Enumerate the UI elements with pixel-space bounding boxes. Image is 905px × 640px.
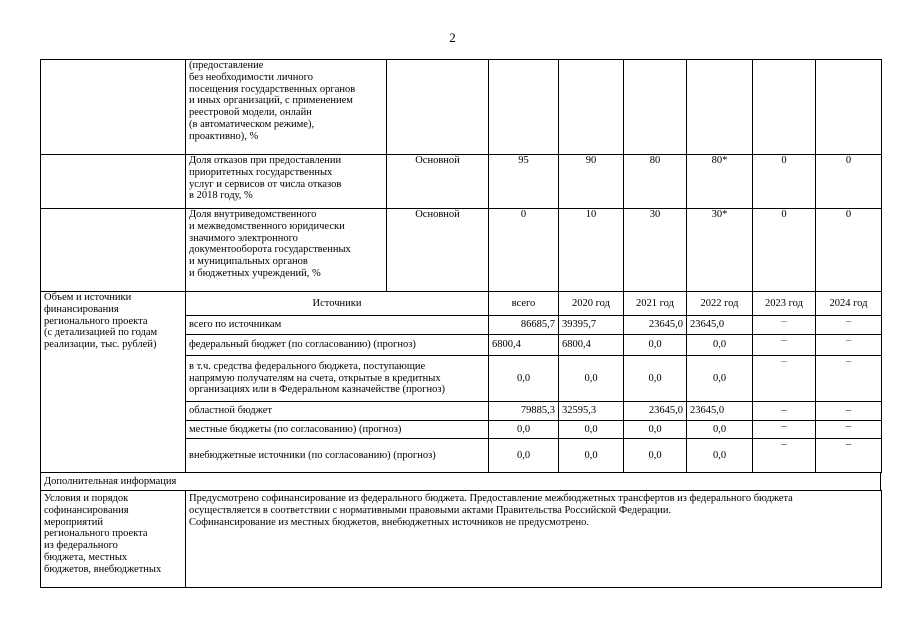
indicators-table (40, 59, 882, 292)
funding-2022: 0,0 (687, 356, 753, 402)
conditions-text: Предусмотрено софинансирование из федерального бюджета. Предоставление межбюджетных трансфертов из федерального бюджета осуществляется в соответствии с нормативными правовыми актами Правительства Российской Федерации. Софинансирование из местных бюджетов, внебюджетных источников не предусмотрено. (186, 491, 882, 588)
funding-2021: 23645,0 (624, 316, 687, 335)
funding-total: 6800,4 (489, 335, 559, 356)
funding-2020: 0,0 (559, 439, 624, 473)
funding-2022: 23645,0 (687, 402, 753, 421)
header-2020: 2020 год (559, 292, 624, 316)
header-2023: 2023 год (753, 292, 816, 316)
indicator-row (41, 155, 882, 209)
blank-cell (41, 155, 186, 209)
page-number: 2 (449, 30, 456, 45)
indicator-base: 95 (489, 155, 559, 209)
indicator-2024 (816, 60, 882, 155)
funding-2020: 0,0 (559, 356, 624, 402)
indicator-type: Основной (387, 209, 489, 292)
funding-total: 0,0 (489, 439, 559, 473)
funding-2021: 0,0 (624, 421, 687, 439)
conditions-table (40, 490, 882, 588)
additional-heading-table (40, 472, 881, 491)
indicator-name: Доля внутриведомственного и межведомственного юридически значимого электронного документооборота государственных и муниципальных органов и бюджетных учреждений, % (186, 209, 387, 292)
funding-header-row (41, 292, 882, 316)
funding-2023: – (753, 402, 816, 421)
header-2021: 2021 год (624, 292, 687, 316)
indicator-2022 (687, 60, 753, 155)
funding-2020: 6800,4 (559, 335, 624, 356)
funding-2023: – (753, 356, 816, 402)
indicator-2023 (753, 60, 816, 155)
funding-2023: – (753, 421, 816, 439)
indicator-row (41, 209, 882, 292)
indicator-base (489, 60, 559, 155)
funding-table (40, 291, 882, 473)
indicator-2021: 30 (624, 209, 687, 292)
funding-source: местные бюджеты (по согласованию) (прогноз) (186, 421, 489, 439)
indicator-2021 (624, 60, 687, 155)
indicator-2022: 30* (687, 209, 753, 292)
header-2024: 2024 год (816, 292, 882, 316)
funding-source: областной бюджет (186, 402, 489, 421)
funding-2020: 39395,7 (559, 316, 624, 335)
indicator-type: Основной (387, 155, 489, 209)
additional-heading: Дополнительная информация (41, 473, 881, 491)
header-2022: 2022 год (687, 292, 753, 316)
header-sources: Источники (186, 292, 489, 316)
funding-2020: 32595,3 (559, 402, 624, 421)
indicator-2024: 0 (816, 209, 882, 292)
funding-2024: – (816, 356, 882, 402)
indicator-2024: 0 (816, 155, 882, 209)
funding-2021: 0,0 (624, 356, 687, 402)
funding-total: 0,0 (489, 421, 559, 439)
funding-2022: 0,0 (687, 421, 753, 439)
indicator-2020: 90 (559, 155, 624, 209)
conditions-label: Условия и порядок софинансирования мероприятий регионального проекта из федерального бюджета, местных бюджетов, внебюджетных (41, 491, 186, 588)
indicator-name: Доля отказов при предоставлении приоритетных государственных услуг и сервисов от числа отказов в 2018 году, % (186, 155, 387, 209)
funding-2023: – (753, 439, 816, 473)
blank-cell (41, 209, 186, 292)
blank-cell (41, 60, 186, 155)
funding-total: 86685,7 (489, 316, 559, 335)
funding-2023: – (753, 335, 816, 356)
funding-2022: 23645,0 (687, 316, 753, 335)
funding-source: федеральный бюджет (по согласованию) (прогноз) (186, 335, 489, 356)
indicator-type (387, 60, 489, 155)
funding-2024: – (816, 439, 882, 473)
funding-source: в т.ч. средства федерального бюджета, поступающие напрямую получателям на счета, открытые в кредитных организациях или в Федеральном казначействе (прогноз) (186, 356, 489, 402)
indicator-2020 (559, 60, 624, 155)
funding-2021: 0,0 (624, 439, 687, 473)
indicator-2023: 0 (753, 155, 816, 209)
funding-total: 0,0 (489, 356, 559, 402)
funding-2023: – (753, 316, 816, 335)
funding-2024: – (816, 402, 882, 421)
funding-2024: – (816, 335, 882, 356)
funding-2024: – (816, 421, 882, 439)
indicator-2020: 10 (559, 209, 624, 292)
funding-2020: 0,0 (559, 421, 624, 439)
indicator-base: 0 (489, 209, 559, 292)
funding-2021: 0,0 (624, 335, 687, 356)
indicator-name: (предоставление без необходимости личного посещения государственных органов и иных организаций, с применением реестровой модели, онлайн (в автоматическом режиме), проактивно), % (186, 60, 387, 155)
indicator-2023: 0 (753, 209, 816, 292)
funding-source: внебюджетные источники (по согласованию) (прогноз) (186, 439, 489, 473)
header-total: всего (489, 292, 559, 316)
funding-2024: – (816, 316, 882, 335)
indicator-row (41, 60, 882, 155)
funding-total: 79885,3 (489, 402, 559, 421)
funding-section-label: Объем и источники финансирования регионального проекта (с детализацией по годам реализации, тыс. рублей) (41, 292, 186, 473)
indicator-2022: 80* (687, 155, 753, 209)
funding-2022: 0,0 (687, 335, 753, 356)
funding-2021: 23645,0 (624, 402, 687, 421)
indicator-2021: 80 (624, 155, 687, 209)
funding-2022: 0,0 (687, 439, 753, 473)
funding-source: всего по источникам (186, 316, 489, 335)
